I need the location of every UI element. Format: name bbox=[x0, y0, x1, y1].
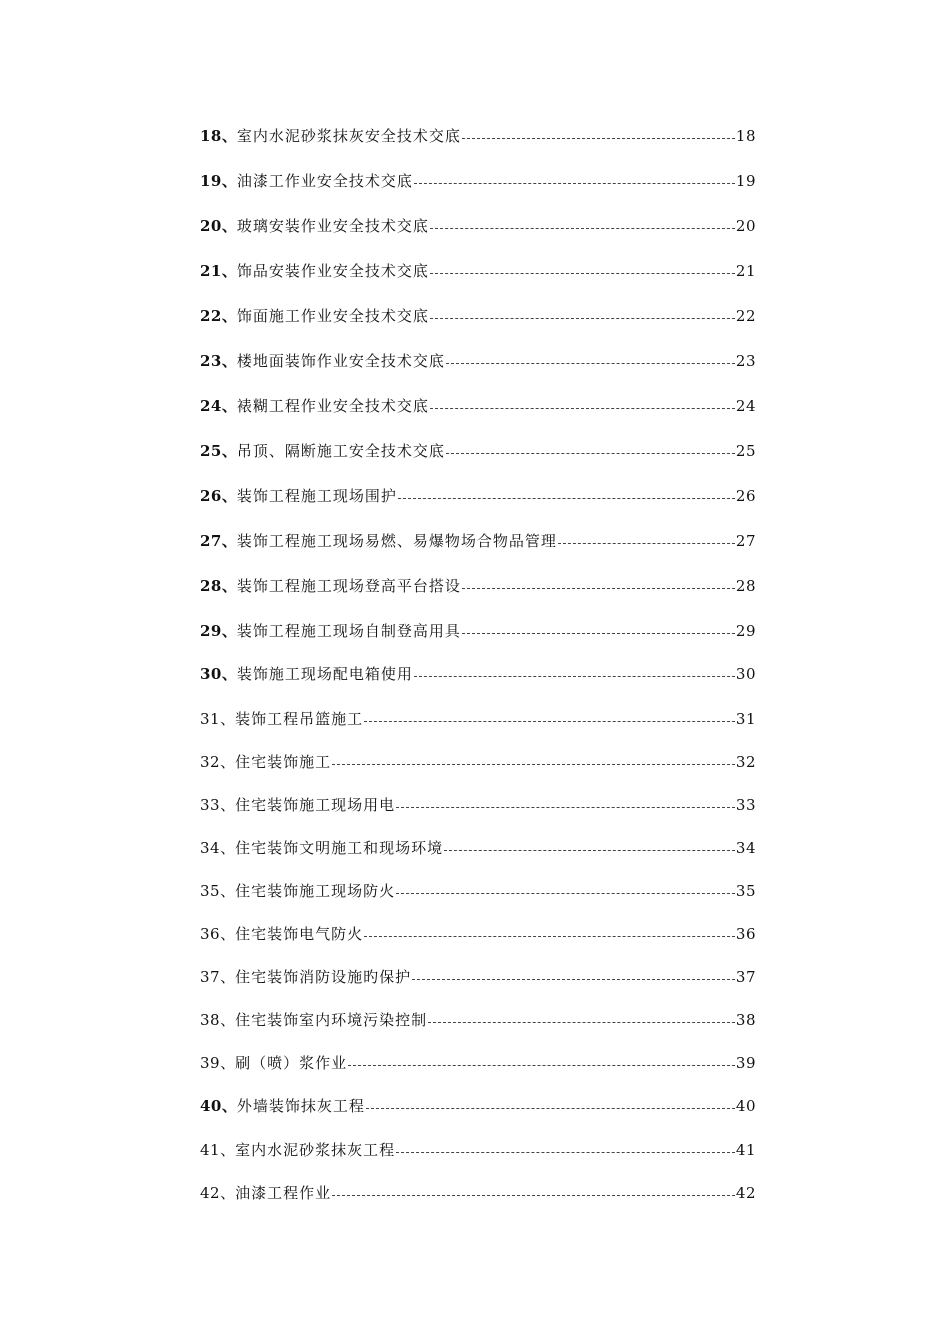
toc-entry-title: 住宅装饰施工 bbox=[235, 753, 332, 771]
toc-entry-separator: 、 bbox=[221, 352, 237, 370]
toc-entry-page-number: 28 bbox=[735, 577, 756, 595]
toc-entry[interactable] bbox=[200, 305, 756, 327]
toc-entry-title: 玻璃安装作业安全技术交底 bbox=[236, 217, 429, 235]
toc-entry[interactable] bbox=[200, 837, 756, 859]
toc-entry[interactable] bbox=[200, 923, 756, 945]
toc-entry-title: 室内水泥砂浆抹灰安全技术交底 bbox=[236, 127, 461, 145]
toc-entry[interactable] bbox=[200, 794, 756, 816]
toc-entry-separator: 、 bbox=[220, 1141, 236, 1159]
toc-entry[interactable] bbox=[200, 751, 756, 773]
toc-entry-number: 30 bbox=[200, 665, 222, 683]
toc-entry-separator: 、 bbox=[221, 127, 237, 145]
toc-entry-separator: 、 bbox=[220, 1054, 236, 1072]
toc-entry-number: 31 bbox=[200, 710, 221, 728]
toc-leader-dashes bbox=[430, 318, 735, 319]
toc-entry-number: 22 bbox=[200, 307, 222, 325]
toc-leader-dashes bbox=[414, 676, 735, 677]
toc-entry-page-number: 40 bbox=[735, 1097, 756, 1115]
toc-entry-number: 19 bbox=[200, 172, 222, 190]
toc-entry-page-number: 34 bbox=[735, 839, 756, 857]
toc-entry-title: 住宅装饰消防设施旳保护 bbox=[235, 968, 412, 986]
toc-entry[interactable] bbox=[200, 663, 756, 685]
toc-entry-number: 26 bbox=[200, 487, 222, 505]
toc-entry-separator: 、 bbox=[220, 710, 236, 728]
toc-entry-separator: 、 bbox=[220, 925, 236, 943]
toc-entry-number: 36 bbox=[200, 925, 221, 943]
toc-leader-dashes bbox=[412, 979, 735, 980]
toc-entry[interactable] bbox=[200, 1182, 756, 1204]
toc-entry-title: 外墙装饰抹灰工程 bbox=[236, 1097, 365, 1115]
toc-entry-separator: 、 bbox=[220, 968, 236, 986]
toc-entry-title: 住宅装饰室内环境污染控制 bbox=[235, 1011, 428, 1029]
toc-leader-dashes bbox=[364, 936, 735, 937]
toc-entry[interactable] bbox=[200, 575, 756, 597]
toc-entry[interactable] bbox=[200, 1052, 756, 1074]
toc-entry-separator: 、 bbox=[221, 172, 237, 190]
toc-entry-page-number: 36 bbox=[735, 925, 756, 943]
toc-entry[interactable] bbox=[200, 880, 756, 902]
toc-entry-number: 32 bbox=[200, 753, 221, 771]
toc-entry-title: 吊顶、隔断施工安全技术交底 bbox=[236, 442, 445, 460]
toc-leader-dashes bbox=[332, 764, 735, 765]
toc-leader-dashes bbox=[446, 363, 735, 364]
toc-entry-separator: 、 bbox=[221, 262, 237, 280]
toc-entry-page-number: 35 bbox=[735, 882, 756, 900]
toc-entry-page-number: 38 bbox=[735, 1011, 756, 1029]
toc-entry[interactable] bbox=[200, 485, 756, 507]
toc-leader-dashes bbox=[348, 1065, 735, 1066]
toc-leader-dashes bbox=[430, 408, 735, 409]
toc-entry-page-number: 23 bbox=[735, 352, 756, 370]
toc-entry-page-number: 25 bbox=[735, 442, 756, 460]
toc-entry-page-number: 31 bbox=[735, 710, 756, 728]
toc-entry-title: 装饰工程施工现场围护 bbox=[236, 487, 397, 505]
toc-entry-number: 34 bbox=[200, 839, 221, 857]
toc-entry-separator: 、 bbox=[221, 307, 237, 325]
toc-entry-number: 23 bbox=[200, 352, 222, 370]
toc-entry-separator: 、 bbox=[221, 532, 237, 550]
toc-entry-separator: 、 bbox=[221, 217, 237, 235]
toc-entry-page-number: 42 bbox=[735, 1184, 756, 1202]
toc-entry[interactable] bbox=[200, 1139, 756, 1161]
toc-entry-number: 29 bbox=[200, 622, 222, 640]
toc-entry-number: 37 bbox=[200, 968, 221, 986]
toc-leader-dashes bbox=[366, 1108, 735, 1109]
toc-entry-page-number: 39 bbox=[735, 1054, 756, 1072]
toc-entry-title: 油漆工程作业 bbox=[235, 1184, 332, 1202]
toc-leader-dashes bbox=[558, 543, 735, 544]
toc-entry-number: 24 bbox=[200, 397, 222, 415]
toc-entry-separator: 、 bbox=[221, 397, 237, 415]
toc-entry-number: 18 bbox=[200, 127, 222, 145]
toc-entry[interactable] bbox=[200, 708, 756, 730]
toc-entry-separator: 、 bbox=[220, 839, 236, 857]
toc-entry-title: 住宅装饰电气防火 bbox=[235, 925, 364, 943]
toc-entry[interactable] bbox=[200, 260, 756, 282]
toc-entry-separator: 、 bbox=[220, 753, 236, 771]
toc-entry-number: 20 bbox=[200, 217, 222, 235]
toc-entry-separator: 、 bbox=[221, 487, 237, 505]
toc-entry-page-number: 37 bbox=[735, 968, 756, 986]
toc-entry[interactable] bbox=[200, 170, 756, 192]
toc-entry-separator: 、 bbox=[220, 796, 236, 814]
toc-entry-page-number: 29 bbox=[735, 622, 756, 640]
toc-entry-title: 装饰工程施工现场登高平台搭设 bbox=[236, 577, 461, 595]
toc-entry-number: 33 bbox=[200, 796, 221, 814]
toc-leader-dashes bbox=[462, 633, 735, 634]
toc-leader-dashes bbox=[414, 183, 735, 184]
toc-entry-separator: 、 bbox=[221, 442, 237, 460]
toc-entry-title: 裱糊工程作业安全技术交底 bbox=[236, 397, 429, 415]
toc-leader-dashes bbox=[364, 721, 735, 722]
toc-entry-title: 住宅装饰施工现场防火 bbox=[235, 882, 396, 900]
toc-entry[interactable] bbox=[200, 530, 756, 552]
toc-leader-dashes bbox=[398, 498, 735, 499]
toc-entry-title: 饰面施工作业安全技术交底 bbox=[236, 307, 429, 325]
toc-leader-dashes bbox=[462, 588, 735, 589]
toc-entry-separator: 、 bbox=[221, 622, 237, 640]
toc-entry-page-number: 21 bbox=[735, 262, 756, 280]
toc-entry[interactable] bbox=[200, 620, 756, 642]
toc-entry-page-number: 30 bbox=[735, 665, 756, 683]
toc-entry-title: 刷（喷）浆作业 bbox=[235, 1054, 348, 1072]
toc-entry-number: 39 bbox=[200, 1054, 221, 1072]
toc-entry-number: 21 bbox=[200, 262, 222, 280]
toc-entry-number: 35 bbox=[200, 882, 221, 900]
toc-entry-separator: 、 bbox=[220, 1011, 236, 1029]
toc-entry-title: 油漆工作业安全技术交底 bbox=[236, 172, 413, 190]
toc-entry-page-number: 24 bbox=[735, 397, 756, 415]
toc-leader-dashes bbox=[332, 1195, 735, 1196]
toc-entry[interactable] bbox=[200, 350, 756, 372]
toc-entry-title: 住宅装饰施工现场用电 bbox=[235, 796, 396, 814]
toc-entry-page-number: 19 bbox=[735, 172, 756, 190]
toc-entry[interactable] bbox=[200, 215, 756, 237]
toc-entry[interactable] bbox=[200, 440, 756, 462]
toc-entry-page-number: 41 bbox=[735, 1141, 756, 1159]
toc-entry[interactable] bbox=[200, 966, 756, 988]
toc-leader-dashes bbox=[428, 1022, 735, 1023]
toc-entry-separator: 、 bbox=[220, 882, 236, 900]
toc-entry[interactable] bbox=[200, 1009, 756, 1031]
toc-entry-number: 40 bbox=[200, 1097, 222, 1115]
toc-entry[interactable] bbox=[200, 395, 756, 417]
toc-entry-title: 装饰工程施工现场易燃、易爆物场合物品管理 bbox=[236, 532, 557, 550]
toc-entry-number: 25 bbox=[200, 442, 222, 460]
toc-leader-dashes bbox=[446, 453, 735, 454]
toc-entry-number: 42 bbox=[200, 1184, 221, 1202]
toc-entry-title: 装饰工程施工现场自制登高用具 bbox=[236, 622, 461, 640]
toc-entry-page-number: 22 bbox=[735, 307, 756, 325]
toc-entry-title: 楼地面装饰作业安全技术交底 bbox=[236, 352, 445, 370]
toc-leader-dashes bbox=[430, 273, 735, 274]
toc-entry-page-number: 18 bbox=[735, 127, 756, 145]
toc-entry-page-number: 27 bbox=[735, 532, 756, 550]
toc-entry-title: 住宅装饰文明施工和现场环境 bbox=[235, 839, 444, 857]
toc-leader-dashes bbox=[396, 1152, 735, 1153]
toc-entry-number: 41 bbox=[200, 1141, 221, 1159]
toc-entry-number: 28 bbox=[200, 577, 222, 595]
toc-leader-dashes bbox=[430, 228, 735, 229]
toc-entry-separator: 、 bbox=[221, 1097, 237, 1115]
toc-entry-title: 室内水泥砂浆抹灰工程 bbox=[235, 1141, 396, 1159]
toc-entry-separator: 、 bbox=[220, 1184, 236, 1202]
toc-entry-title: 饰品安装作业安全技术交底 bbox=[236, 262, 429, 280]
toc-entry-title: 装饰工程吊篮施工 bbox=[235, 710, 364, 728]
toc-entry-page-number: 32 bbox=[735, 753, 756, 771]
toc-entry-title: 装饰施工现场配电箱使用 bbox=[236, 665, 413, 683]
toc-entry-separator: 、 bbox=[221, 665, 237, 683]
toc-entry-page-number: 20 bbox=[735, 217, 756, 235]
toc-entry-separator: 、 bbox=[221, 577, 237, 595]
toc-entry-page-number: 26 bbox=[735, 487, 756, 505]
toc-entry-page-number: 33 bbox=[735, 796, 756, 814]
toc-entry-number: 38 bbox=[200, 1011, 221, 1029]
toc-entry[interactable] bbox=[200, 125, 756, 147]
toc-leader-dashes bbox=[444, 850, 735, 851]
toc-leader-dashes bbox=[396, 893, 735, 894]
toc-entry-number: 27 bbox=[200, 532, 222, 550]
toc-entry[interactable] bbox=[200, 1095, 756, 1117]
toc-leader-dashes bbox=[462, 138, 735, 139]
toc-leader-dashes bbox=[396, 807, 735, 808]
